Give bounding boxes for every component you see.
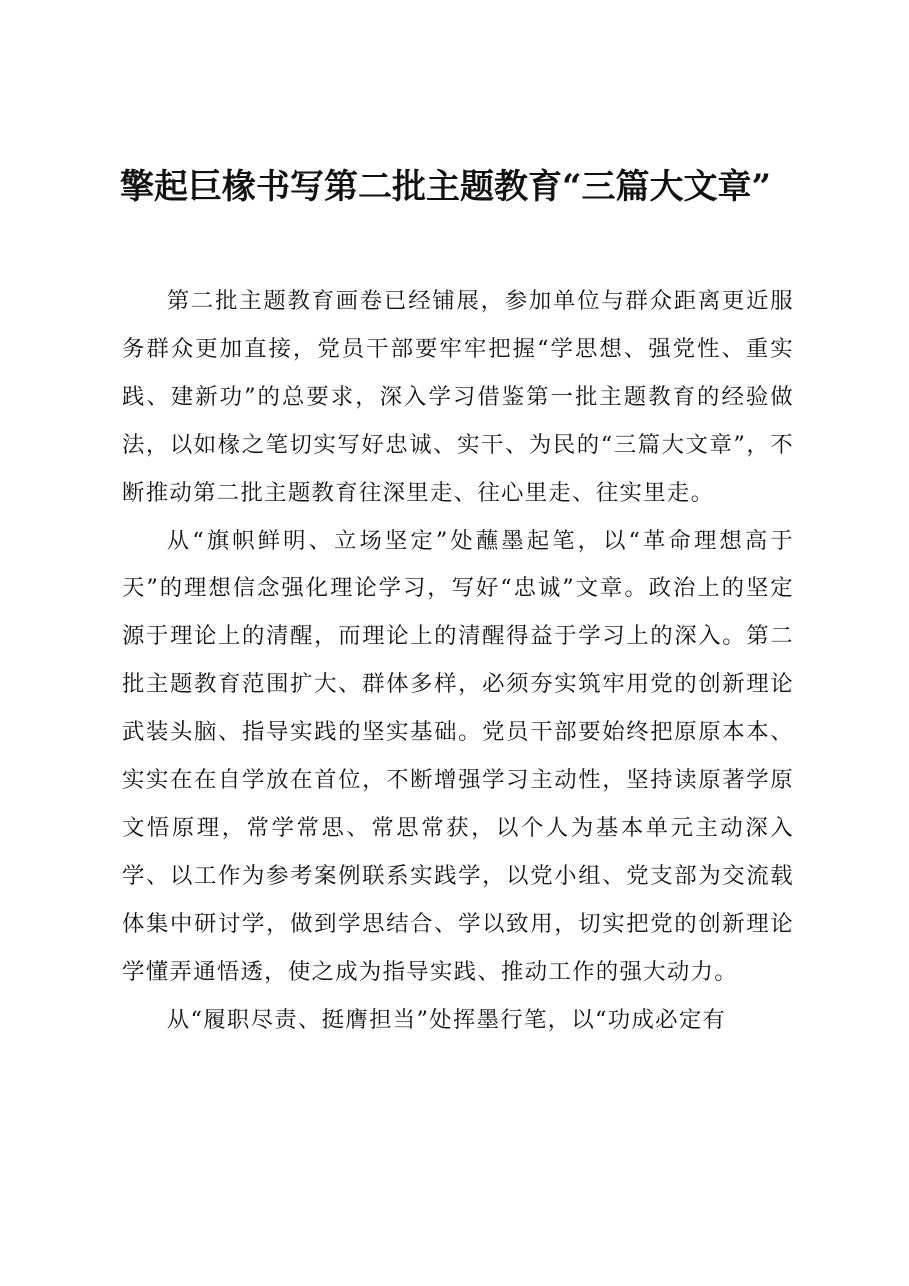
paragraph-loyalty: 从“旗帜鲜明、立场坚定”处蘸墨起笔，以“革命理想高于天”的理想信念强化理论学习，写好“忠诚”文章。政治上的坚定源于理论上的清醒，而理论上的清醒得益于学习上的深入。第二批主题教育范围扩大、群体多样，必须夯实筑牢用党的创新理论武装头脑、指导实践的坚实基础。党员干部要始终把原原本本、实实在在自学放在首位，不断增强学习主动性，坚持读原著学原文悟原理，常学常思、常思常获，以个人为基本单元主动深入学、以工作为参考案例联系实践学，以党小组、党支部为交流载体集中研讨学，做到学思结合、学以致用，切实把党的创新理论学懂弄通悟透，使之成为指导实践、推动工作的强大动力。 [122, 527, 794, 985]
document-title: 擎起巨椽书写第二批主题教育“三篇大文章” [120, 167, 772, 207]
paragraph-duty: 从“履职尽责、挺膺担当”处挥墨行笔，以“功成必定有 [166, 1006, 727, 1033]
document-body [122, 278, 794, 1045]
paragraph-intro: 第二批主题教育画卷已经铺展，参加单位与群众距离更近服务群众更加直接，党员干部要牢牢把握“学思想、强党性、重实践、建新功”的总要求，深入学习借鉴第一批主题教育的经验做法，以如椽之笔切实写好忠诚、实干、为民的“三篇大文章”，不断推动第二批主题教育往深里走、往心里走、往实里走。 [122, 288, 794, 506]
